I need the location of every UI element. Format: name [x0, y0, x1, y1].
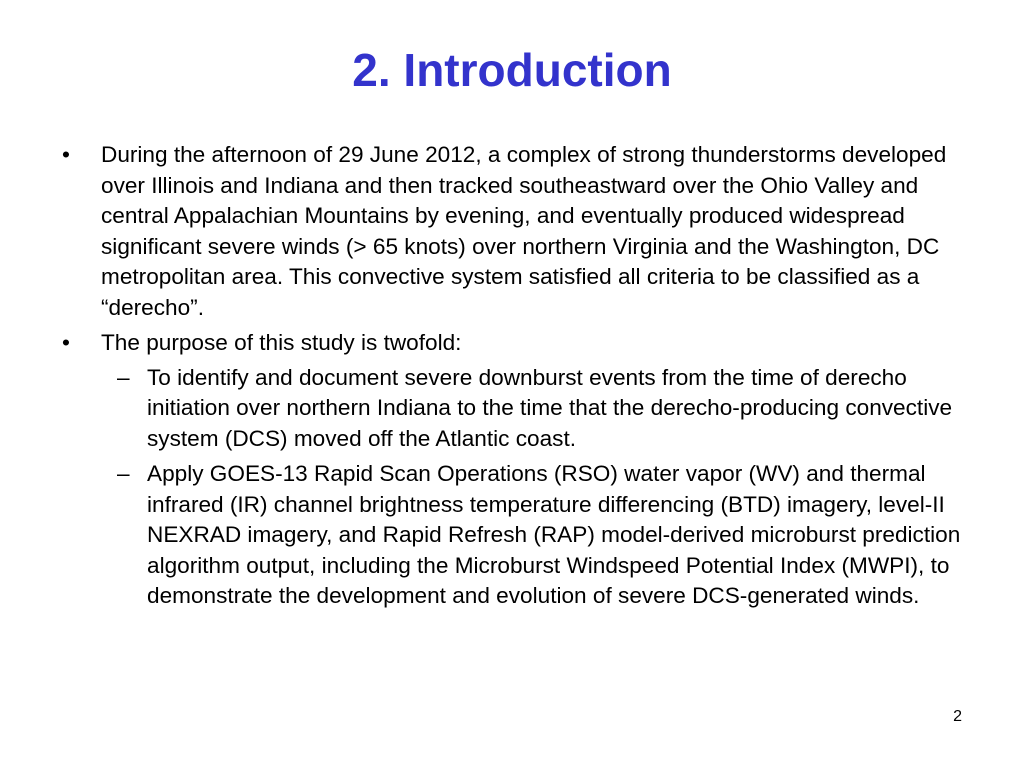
- sub-bullet-marker: –: [117, 461, 130, 486]
- page-number: 2: [953, 708, 962, 725]
- sub-bullet-marker: –: [117, 364, 130, 390]
- sub-bullet-list: [101, 363, 968, 612]
- slide-content: [58, 140, 968, 617]
- bullet-marker: •: [62, 330, 70, 355]
- bullet-marker: •: [62, 142, 70, 167]
- sub-bullet-item: [101, 363, 968, 455]
- bullet-list: [58, 140, 968, 612]
- sub-bullet-text: Apply GOES-13 Rapid Scan Operations (RSO) water vapor (WV) and thermal infrared (IR) channel brightness temperature differencing (BTD) imagery, level-II NEXRAD imagery, and Rapid Refresh (RAP) model-derived microburst prediction algorithm output, including the Microburst Windspeed Potential Index (MWPI), to demonstrate the development and evolution of severe DCS-generated winds.: [147, 461, 961, 608]
- bullet-item: [58, 328, 968, 612]
- bullet-item: [58, 140, 968, 323]
- sub-bullet-item: [101, 459, 968, 612]
- bullet-text: The purpose of this study is twofold:: [101, 330, 462, 355]
- slide-title: 2. Introduction: [352, 44, 672, 96]
- bullet-text: During the afternoon of 29 June 2012, a complex of strong thunderstorms developed over Illinois and Indiana and then tracked southeastward over the Ohio Valley and central Appalachian Mountains by evening, and eventually produced widespread significant severe winds (> 65 knots) over northern Virginia and the Washington, DC metropolitan area. This convective system satisfied all criteria to be classified as a “derecho”.: [101, 142, 947, 320]
- sub-bullet-text: To identify and document severe downburst events from the time of derecho initiation over northern Indiana to the time that the derecho-producing convective system (DCS) moved off the Atlantic coast.: [147, 364, 953, 451]
